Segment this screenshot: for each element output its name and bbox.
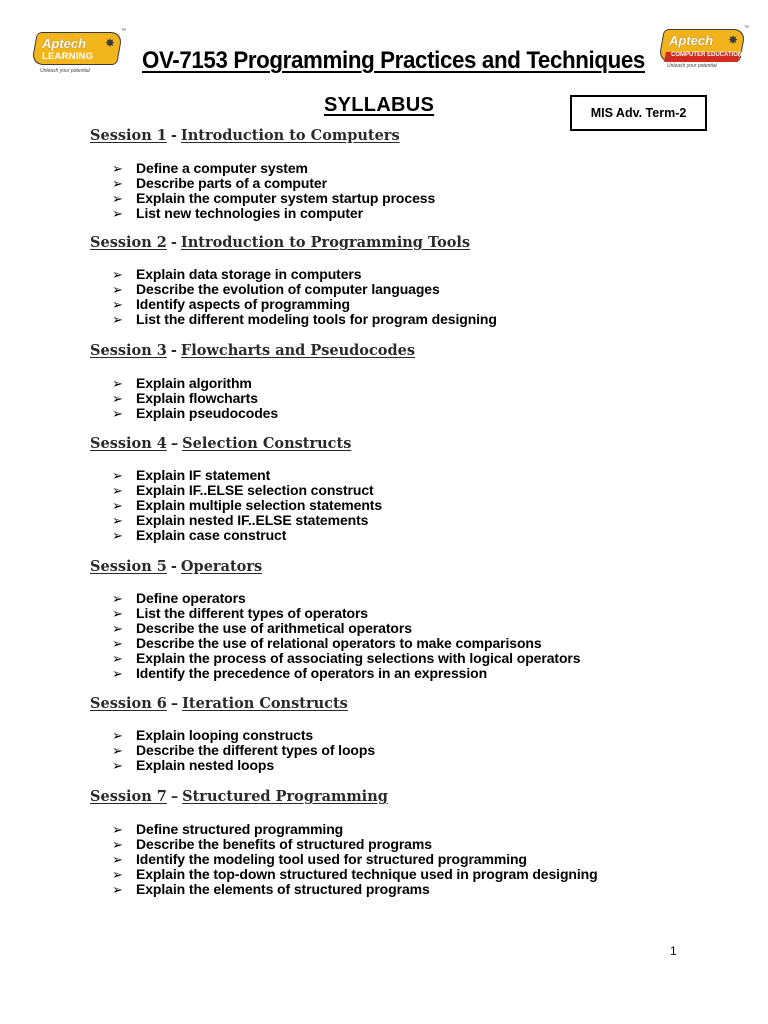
session-separator: – xyxy=(170,788,179,805)
item-text: List the different types of operators xyxy=(136,605,368,621)
arrow-bullet-icon: ➢ xyxy=(112,528,123,543)
session-heading xyxy=(90,233,710,253)
session-number: Session 5 xyxy=(90,558,167,575)
logo-sub-text: LEARNING xyxy=(42,51,94,62)
session-items xyxy=(112,161,435,221)
session-separator: – xyxy=(170,435,179,452)
item-text: Describe the use of arithmetical operators xyxy=(136,620,412,636)
session-heading xyxy=(90,126,710,146)
list-item xyxy=(112,176,435,191)
arrow-bullet-icon: ➢ xyxy=(112,728,123,743)
session-3 xyxy=(90,341,710,421)
item-text: Explain multiple selection statements xyxy=(136,497,383,513)
item-text: Explain looping constructs xyxy=(136,727,314,743)
session-items xyxy=(112,591,580,681)
arrow-bullet-icon: ➢ xyxy=(112,161,123,176)
list-item xyxy=(112,867,598,882)
item-text: Describe the different types of loops xyxy=(136,742,376,758)
item-text: Explain IF..ELSE selection construct xyxy=(136,482,374,498)
list-item xyxy=(112,206,435,221)
arrow-bullet-icon: ➢ xyxy=(112,743,123,758)
logo-sub-text: COMPUTER EDUCATION xyxy=(671,52,743,58)
session-1 xyxy=(90,126,710,221)
list-item xyxy=(112,297,497,312)
paw-icon: ✸ xyxy=(727,33,738,47)
session-name: Introduction to Programming Tools xyxy=(180,234,471,251)
list-item xyxy=(112,882,598,897)
item-text: List new technologies in computer xyxy=(136,205,363,221)
paw-icon: ✸ xyxy=(104,36,115,50)
session-number: Session 7 xyxy=(90,788,167,805)
session-heading xyxy=(90,694,710,714)
list-item xyxy=(112,822,598,837)
logo-brand-text: Aptech xyxy=(669,33,714,48)
list-item xyxy=(112,376,278,391)
arrow-bullet-icon: ➢ xyxy=(112,376,123,391)
list-item xyxy=(112,498,382,513)
session-heading xyxy=(90,341,710,361)
list-item xyxy=(112,621,580,636)
list-item xyxy=(112,852,598,867)
arrow-bullet-icon: ➢ xyxy=(112,282,123,297)
item-text: Identify aspects of programming xyxy=(136,296,350,312)
session-items xyxy=(112,376,278,421)
arrow-bullet-icon: ➢ xyxy=(112,882,123,897)
arrow-bullet-icon: ➢ xyxy=(112,206,123,221)
item-text: Explain nested IF..ELSE statements xyxy=(136,512,369,528)
item-text: Explain case construct xyxy=(136,527,287,543)
session-name: Selection Constructs xyxy=(182,435,352,452)
session-heading xyxy=(90,434,710,454)
list-item xyxy=(112,758,375,773)
arrow-bullet-icon: ➢ xyxy=(112,621,123,636)
session-name: Iteration Constructs xyxy=(182,695,348,712)
arrow-bullet-icon: ➢ xyxy=(112,758,123,773)
list-item xyxy=(112,513,382,528)
arrow-bullet-icon: ➢ xyxy=(112,391,123,406)
item-text: Identify the precedence of operators in an expression xyxy=(136,665,488,681)
session-number: Session 1 xyxy=(90,127,167,144)
item-text: Explain pseudocodes xyxy=(136,405,279,421)
aptech-learning-logo xyxy=(34,28,126,76)
session-separator: - xyxy=(170,234,177,251)
list-item xyxy=(112,267,497,282)
list-item xyxy=(112,312,497,327)
session-number: Session 6 xyxy=(90,695,167,712)
arrow-bullet-icon: ➢ xyxy=(112,822,123,837)
item-text: Describe parts of a computer xyxy=(136,175,327,191)
item-text: Explain the computer system startup process xyxy=(136,190,436,206)
arrow-bullet-icon: ➢ xyxy=(112,606,123,621)
item-text: Define a computer system xyxy=(136,160,308,176)
arrow-bullet-icon: ➢ xyxy=(112,513,123,528)
item-text: Explain the process of associating selections with logical operators xyxy=(136,650,581,666)
item-text: Describe the benefits of structured programs xyxy=(136,836,432,852)
arrow-bullet-icon: ➢ xyxy=(112,852,123,867)
session-7 xyxy=(90,787,710,897)
list-item xyxy=(112,161,435,176)
logo-tagline: Unleash your potential xyxy=(40,68,90,74)
list-item xyxy=(112,591,580,606)
list-item xyxy=(112,406,278,421)
list-item xyxy=(112,483,382,498)
item-text: Explain IF statement xyxy=(136,467,271,483)
list-item xyxy=(112,743,375,758)
list-item xyxy=(112,636,580,651)
item-text: Explain the elements of structured programs xyxy=(136,881,430,897)
item-text: Explain flowcharts xyxy=(136,390,258,406)
arrow-bullet-icon: ➢ xyxy=(112,483,123,498)
arrow-bullet-icon: ➢ xyxy=(112,837,123,852)
trademark-icon: ™ xyxy=(744,25,749,31)
arrow-bullet-icon: ➢ xyxy=(112,666,123,681)
session-separator: - xyxy=(170,127,177,144)
item-text: Identify the modeling tool used for structured programming xyxy=(136,851,527,867)
arrow-bullet-icon: ➢ xyxy=(112,297,123,312)
arrow-bullet-icon: ➢ xyxy=(112,468,123,483)
session-name: Introduction to Computers xyxy=(180,127,400,144)
list-item xyxy=(112,606,580,621)
item-text: Explain nested loops xyxy=(136,757,275,773)
list-item xyxy=(112,468,382,483)
arrow-bullet-icon: ➢ xyxy=(112,312,123,327)
session-name: Operators xyxy=(180,558,263,575)
session-4 xyxy=(90,434,710,543)
trademark-icon: ™ xyxy=(121,28,126,34)
item-text: Describe the use of relational operators to make comparisons xyxy=(136,635,542,651)
arrow-bullet-icon: ➢ xyxy=(112,591,123,606)
session-6 xyxy=(90,694,710,773)
list-item xyxy=(112,282,497,297)
term-box-label: MIS Adv. Term-2 xyxy=(590,106,687,120)
session-items xyxy=(112,728,375,773)
session-2 xyxy=(90,233,710,327)
list-item xyxy=(112,391,278,406)
session-number: Session 3 xyxy=(90,342,167,359)
arrow-bullet-icon: ➢ xyxy=(112,267,123,282)
arrow-bullet-icon: ➢ xyxy=(112,498,123,513)
session-5 xyxy=(90,557,710,681)
session-number: Session 4 xyxy=(90,435,167,452)
list-item xyxy=(112,651,580,666)
session-separator: - xyxy=(170,558,177,575)
session-items xyxy=(112,468,382,543)
item-text: Define operators xyxy=(136,590,246,606)
list-item xyxy=(112,728,375,743)
list-item xyxy=(112,528,382,543)
document-title: OV-7153 Programming Practices and Techniques xyxy=(142,47,645,74)
arrow-bullet-icon: ➢ xyxy=(112,651,123,666)
session-name: Flowcharts and Pseudocodes xyxy=(180,342,415,359)
session-separator: – xyxy=(170,695,179,712)
aptech-computer-education-logo xyxy=(661,25,749,75)
logo-tagline: Unleash your potential xyxy=(667,63,717,69)
item-text: List the different modeling tools for program designing xyxy=(136,311,497,327)
session-number: Session 2 xyxy=(90,234,167,251)
session-items xyxy=(112,822,598,897)
session-items xyxy=(112,267,497,327)
item-text: Describe the evolution of computer languages xyxy=(136,281,440,297)
list-item xyxy=(112,666,580,681)
arrow-bullet-icon: ➢ xyxy=(112,406,123,421)
item-text: Define structured programming xyxy=(136,821,344,837)
arrow-bullet-icon: ➢ xyxy=(112,867,123,882)
item-text: Explain data storage in computers xyxy=(136,266,362,282)
logo-brand-text: Aptech xyxy=(42,36,87,51)
arrow-bullet-icon: ➢ xyxy=(112,176,123,191)
arrow-bullet-icon: ➢ xyxy=(112,636,123,651)
syllabus-heading: SYLLABUS xyxy=(324,94,435,116)
arrow-bullet-icon: ➢ xyxy=(112,191,123,206)
item-text: Explain the top-down structured technique used in program designing xyxy=(136,866,598,882)
item-text: Explain algorithm xyxy=(136,375,252,391)
session-separator: - xyxy=(170,342,177,359)
page-number: 1 xyxy=(670,944,677,958)
list-item xyxy=(112,837,598,852)
session-heading xyxy=(90,557,710,577)
session-heading xyxy=(90,787,710,807)
list-item xyxy=(112,191,435,206)
session-name: Structured Programming xyxy=(182,788,388,805)
